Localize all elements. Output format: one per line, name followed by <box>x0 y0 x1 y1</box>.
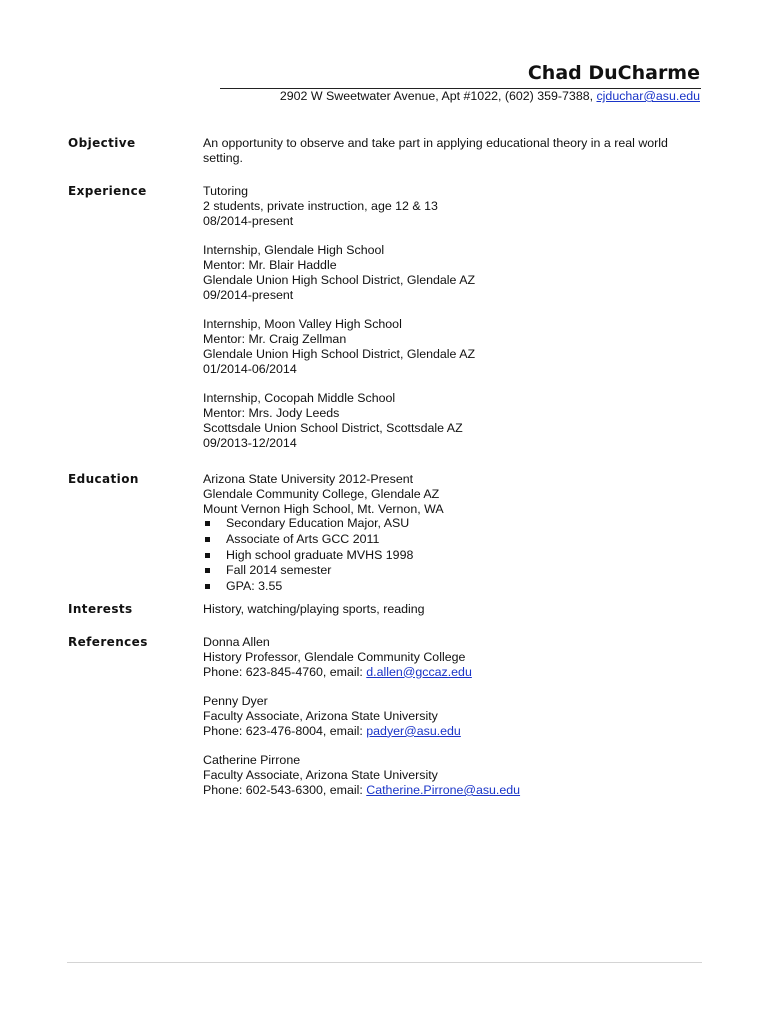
experience-mentor: Mentor: Mrs. Jody Leeds <box>203 405 340 420</box>
reference-title: Faculty Associate, Arizona State University <box>203 708 438 723</box>
reference-contact <box>203 665 703 680</box>
reference-email-link[interactable]: d.allen@gccaz.edu <box>366 664 472 679</box>
experience-title: Internship, Cocopah Middle School <box>203 391 396 406</box>
education-bullet-item <box>203 548 703 564</box>
reference-contact <box>203 724 703 739</box>
objective-label: Objective <box>68 136 136 150</box>
experience-dates: 08/2014-present <box>203 213 294 228</box>
education-bullet-item <box>203 532 703 548</box>
references-label: References <box>68 635 148 649</box>
reference-name: Catherine Pirrone <box>203 753 301 768</box>
objective-text <box>203 136 703 166</box>
education-bullet-item <box>203 563 703 579</box>
interests-line: History, watching/playing sports, reading <box>203 602 425 616</box>
experience-list <box>203 184 703 450</box>
footer-divider <box>67 962 702 963</box>
interests-label: Interests <box>68 602 133 616</box>
reference-phone: Phone: 602-543-6300, email: <box>203 782 367 797</box>
education-list <box>203 472 703 594</box>
experience-entry <box>203 391 703 450</box>
square-bullet-icon <box>205 537 210 542</box>
bullet-text: Secondary Education Major, ASU <box>226 516 410 531</box>
education-label: Education <box>68 472 139 486</box>
reference-contact <box>203 783 703 798</box>
square-bullet-icon <box>205 521 210 526</box>
experience-entry <box>203 317 703 376</box>
square-bullet-icon <box>205 568 210 573</box>
experience-mentor: Mentor: Mr. Craig Zellman <box>203 331 347 346</box>
experience-entry <box>203 184 703 228</box>
contact-line <box>280 89 700 104</box>
interests-text <box>203 602 703 617</box>
education-school: Glendale Community College, Glendale AZ <box>203 486 440 501</box>
references-list <box>203 635 703 798</box>
experience-dates: 09/2013-12/2014 <box>203 435 297 450</box>
experience-label: Experience <box>68 184 147 198</box>
experience-title: Internship, Moon Valley High School <box>203 317 402 332</box>
experience-title: Tutoring <box>203 184 248 198</box>
experience-district: Glendale Union High School District, Glendale AZ <box>203 346 476 361</box>
square-bullet-icon <box>205 584 210 589</box>
square-bullet-icon <box>205 553 210 558</box>
objective-line: setting. <box>203 150 243 165</box>
bullet-text: Fall 2014 semester <box>226 563 332 578</box>
contact-email-link[interactable]: cjduchar@asu.edu <box>596 89 700 103</box>
experience-district: Glendale Union High School District, Glendale AZ <box>203 272 476 287</box>
experience-dates: 01/2014-06/2014 <box>203 361 297 376</box>
experience-title: Internship, Glendale High School <box>203 243 385 258</box>
education-school: Arizona State University 2012-Present <box>203 472 414 486</box>
bullet-text: Associate of Arts GCC 2011 <box>226 531 380 546</box>
reference-phone: Phone: 623-845-4760, email: <box>203 664 367 679</box>
resume-name: Chad DuCharme <box>527 62 700 84</box>
bullet-text: High school graduate MVHS 1998 <box>226 547 414 562</box>
experience-mentor: Mentor: Mr. Blair Haddle <box>203 257 337 272</box>
education-bullet-item <box>203 579 703 595</box>
experience-entry <box>203 243 703 302</box>
experience-detail: 2 students, private instruction, age 12 & 13 <box>203 198 438 213</box>
reference-name: Penny Dyer <box>203 694 268 709</box>
reference-title: History Professor, Glendale Community College <box>203 649 466 664</box>
education-school: Mount Vernon High School, Mt. Vernon, WA <box>203 501 444 516</box>
reference-name: Donna Allen <box>203 635 270 649</box>
bullet-text: GPA: 3.55 <box>226 578 283 593</box>
reference-title: Faculty Associate, Arizona State University <box>203 768 438 783</box>
contact-address: 2902 W Sweetwater Avenue, Apt #1022, (602) 359-7388, <box>279 89 597 103</box>
objective-line: An opportunity to observe and take part in applying educational theory in a real world <box>203 136 668 150</box>
experience-district: Scottsdale Union School District, Scottsdale AZ <box>203 420 463 435</box>
reference-entry <box>203 635 703 679</box>
reference-email-link[interactable]: Catherine.Pirrone@asu.edu <box>366 782 521 797</box>
education-bullets <box>203 516 703 594</box>
reference-entry <box>203 694 703 738</box>
reference-email-link[interactable]: padyer@asu.edu <box>366 723 461 738</box>
reference-phone: Phone: 623-476-8004, email: <box>203 723 367 738</box>
education-bullet-item <box>203 516 703 532</box>
reference-entry <box>203 753 703 797</box>
experience-dates: 09/2014-present <box>203 287 294 302</box>
